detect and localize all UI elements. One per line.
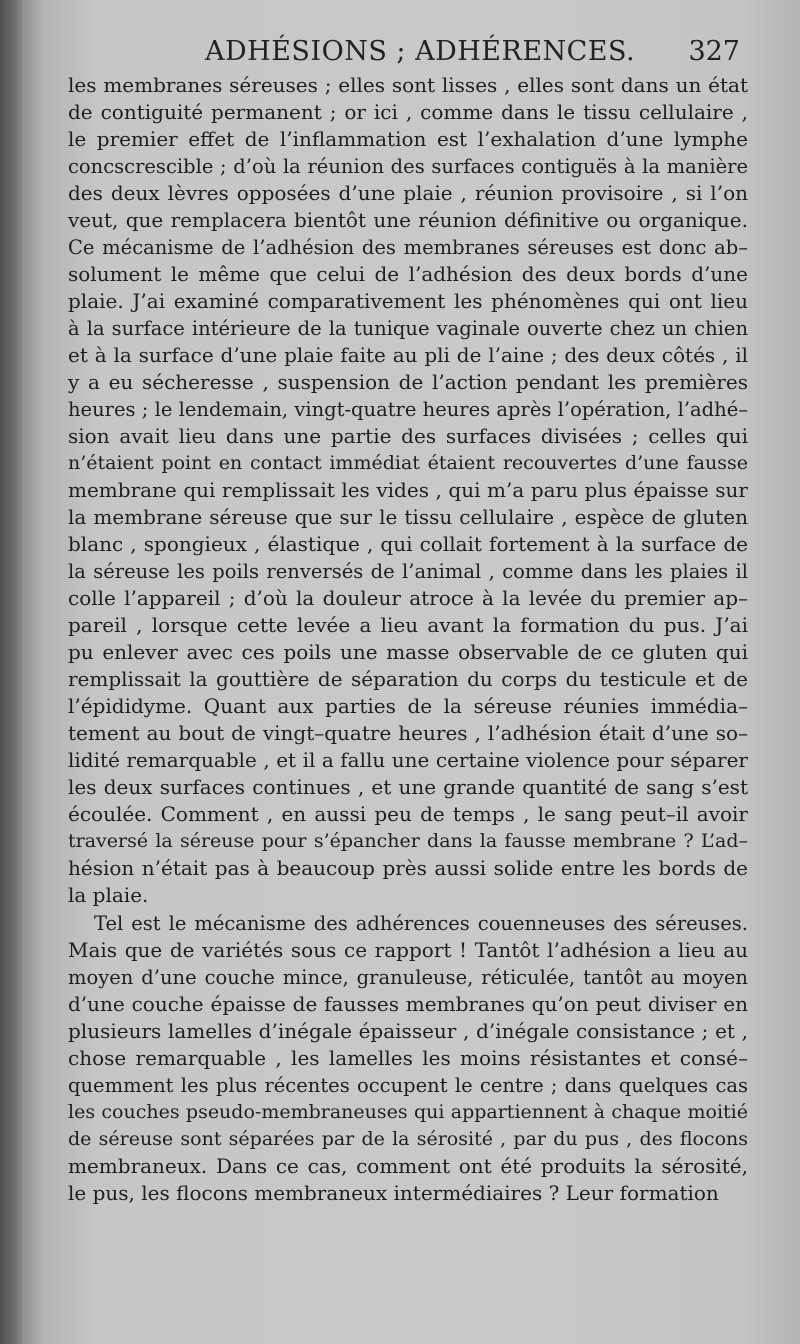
text-line: pareil , lorsque cette levée a lieu avant la formation du pus. J’ai: [68, 613, 748, 637]
paragraph-1: [68, 72, 748, 909]
text-line: hésion n’était pas à beaucoup près aussi solide entre les bords de: [68, 856, 748, 880]
page-number: 327: [688, 36, 740, 67]
text-line: tement au bout de vingt–quatre heures , l’adhésion était d’une so–: [68, 721, 748, 745]
text-line: remplissait la gouttière de séparation du corps du testicule et de: [68, 667, 748, 691]
text-line: colle l’appareil ; d’où la douleur atroce à la levée du premier ap–: [68, 586, 748, 610]
text-line: à la surface intérieure de la tunique vaginale ouverte chez un chien: [68, 317, 748, 340]
text-line: pu enlever avec ces poils une masse observable de ce gluten qui: [68, 640, 748, 664]
text-line: lidité remarquable , et il a fallu une certaine violence pour séparer: [68, 748, 748, 772]
text-line: moyen d’une couche mince, granuleuse, réticulée, tantôt au moyen: [68, 966, 748, 989]
text-line: la séreuse les poils renversés de l’animal , comme dans les plaies il: [68, 560, 748, 583]
text-line: membraneux. Dans ce cas, comment ont été produits la sérosité,: [68, 1154, 748, 1178]
text-line: et à la surface d’une plaie faite au pli de l’aine ; des deux côtés , il: [68, 343, 748, 367]
text-line: membrane qui remplissait les vides , qui m’a paru plus épaisse sur: [68, 478, 748, 502]
text-line: la membrane séreuse que sur le tissu cellulaire , espèce de gluten: [68, 505, 748, 529]
text-line: heures ; le lendemain, vingt-quatre heures après l’opération, l’adhé–: [68, 398, 748, 421]
text-line: Ce mécanisme de l’adhésion des membranes séreuses est donc ab–: [68, 236, 748, 259]
text-line: écoulée. Comment , en aussi peu de temps , le sang peut–il avoir: [68, 802, 748, 826]
text-line: d’une couche épaisse de fausses membranes qu’on peut diviser en: [68, 992, 748, 1016]
text-line: la plaie.: [68, 883, 149, 907]
text-line: le pus, les flocons membraneux intermédiaires ? Leur formation: [68, 1181, 719, 1205]
book-gutter: [0, 0, 22, 1344]
text-line: l’épididyme. Quant aux parties de la séreuse réunies immédia–: [68, 694, 748, 718]
text-line: les membranes séreuses ; elles sont lisses , elles sont dans un état: [68, 73, 748, 97]
text-line: le premier effet de l’inflammation est l’exhalation d’une lymphe: [68, 127, 748, 151]
text-line: des deux lèvres opposées d’une plaie , réunion provisoire , si l’on: [68, 181, 748, 205]
text-line: blanc , spongieux , élastique , qui collait fortement à la surface de: [68, 532, 748, 556]
text-line: de contiguité permanent ; or ici , comme dans le tissu cellulaire ,: [68, 100, 748, 124]
text-line: de séreuse sont séparées par de la sérosité , par du pus , des flocons: [68, 1128, 748, 1150]
body-text: [68, 72, 748, 1207]
text-line: plaie. J’ai examiné comparativement les phénomènes qui ont lieu: [68, 289, 748, 313]
paragraph-2: [68, 910, 748, 1207]
text-line: les couches pseudo-membraneuses qui appartiennent à chaque moitié: [68, 1101, 748, 1123]
text-line: Tel est le mécanisme des adhérences couenneuses des séreuses.: [94, 912, 748, 935]
text-line: traversé la séreuse pour s’épancher dans la fausse membrane ? L’ad–: [68, 830, 748, 852]
text-line: concscrescible ; d’où la réunion des surfaces contiguës à la manière: [68, 155, 748, 178]
text-line: plusieurs lamelles d’inégale épaisseur , d’inégale consistance ; et ,: [68, 1019, 748, 1043]
text-line: quemment les plus récentes occupent le centre ; dans quelques cas: [68, 1074, 748, 1097]
text-line: n’étaient point en contact immédiat étaient recouvertes d’une fausse: [68, 452, 748, 474]
running-title: ADHÉSIONS ; ADHÉRENCES.: [205, 36, 636, 67]
text-line: solument le même que celui de l’adhésion des deux bords d’une: [68, 262, 748, 286]
text-line: les deux surfaces continues , et une grande quantité de sang s’est: [68, 775, 748, 799]
page-header: [70, 30, 740, 70]
text-line: sion avait lieu dans une partie des surfaces divisées ; celles qui: [68, 424, 748, 448]
text-line: chose remarquable , les lamelles les moins résistantes et consé–: [68, 1046, 748, 1070]
text-line: y a eu sécheresse , suspension de l’action pendant les premières: [68, 370, 748, 394]
text-line: Mais que de variétés sous ce rapport ! Tantôt l’adhésion a lieu au: [68, 938, 748, 962]
text-line: veut, que remplacera bientôt une réunion définitive ou organique.: [68, 208, 748, 232]
